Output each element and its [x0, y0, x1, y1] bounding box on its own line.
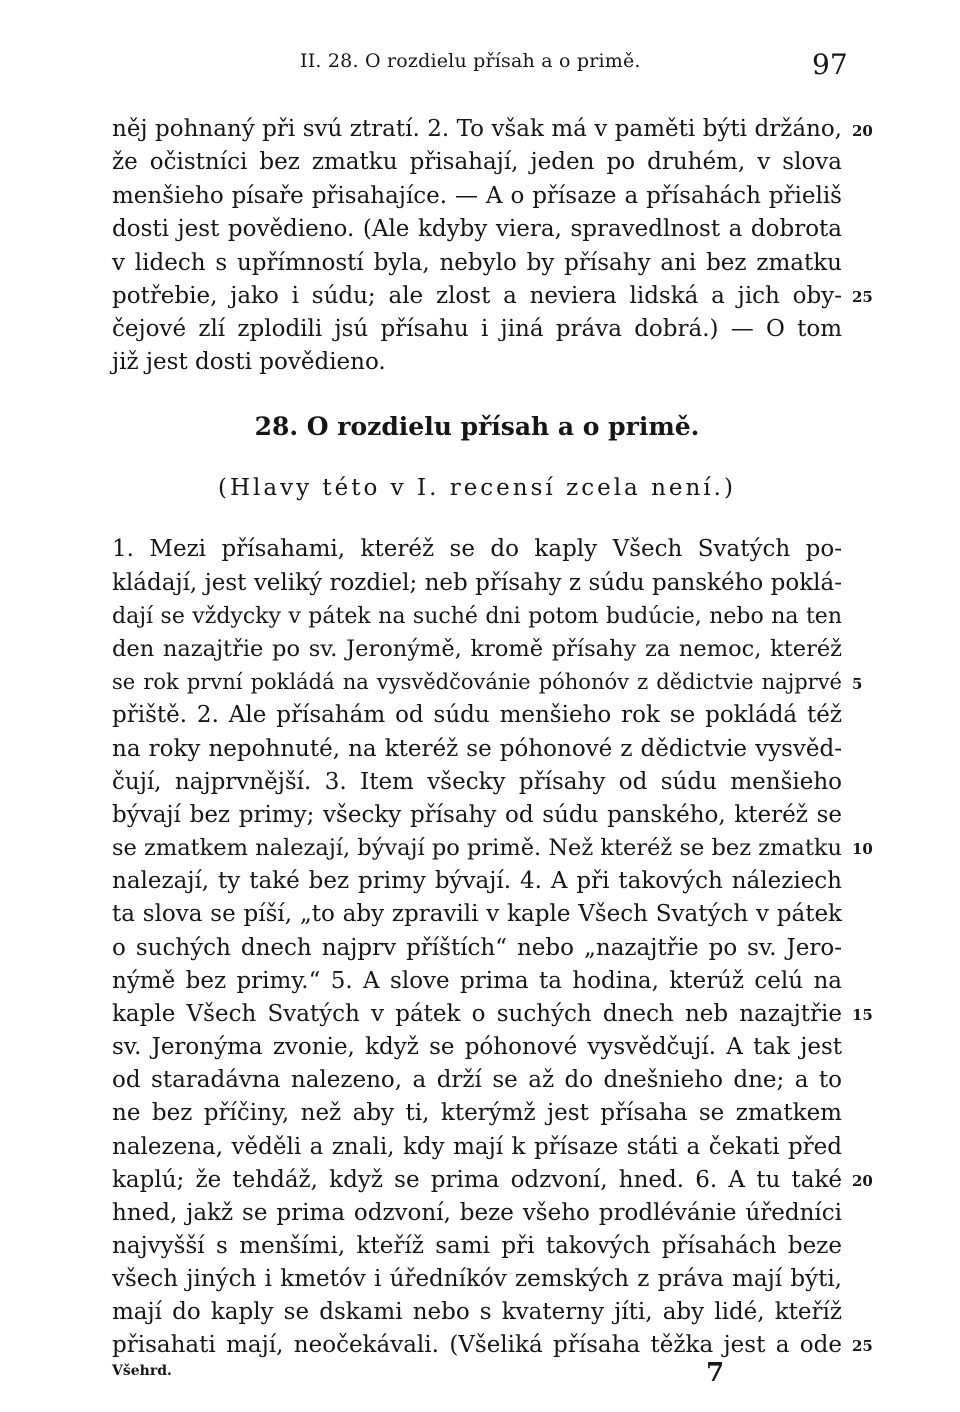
text-line: o suchých dnech najprv příštích“ nebo „nazajtřie po sv. Jero- [112, 935, 842, 961]
text-line: čejové zlí zplodili jsú přísahu i jiná práva dobrá.) — O tom [112, 316, 842, 342]
signature-mark: 7 [706, 1358, 725, 1388]
text-line: se rok první pokládá na vysvědčovánie póhonóv z dědictvie najprvé [112, 670, 842, 694]
text-line: něj pohnaný při svú ztratí. 2. To však má v paměti býti držáno, [112, 116, 842, 142]
text-line: přiště. 2. Ale přísahám od súdu menšieho rok se pokládá též [112, 702, 842, 728]
text-line: najvyšší s menšími, kteříž sami při takových přísahách beze [112, 1233, 842, 1259]
line-number: 20 [852, 122, 873, 140]
text-line: kaplú; že tehdáž, když se prima odzvoní, hned. 6. A tu také [112, 1167, 842, 1193]
line-number: 25 [852, 1337, 873, 1355]
chapter-subheading: (Hlavy této v I. recensí zcela není.) [218, 475, 736, 501]
page-number: 97 [812, 48, 848, 81]
text-line: hned, jakž se prima odzvoní, beze všeho prodlévánie úředníci [112, 1200, 842, 1226]
text-line: se zmatkem nalezají, bývají po primě. Než kteréž se bez zmatku [112, 835, 842, 861]
line-number: 15 [852, 1006, 873, 1024]
text-line: menšieho písaře přisahajíce. — A o přísaze a přísahách přieliš [112, 183, 842, 209]
text-line: 1. Mezi přísahami, kteréž se do kaply Všech Svatých po- [112, 536, 842, 562]
text-line: sv. Jeronýma zvonie, když se póhonové vysvědčují. A tak jest [112, 1034, 842, 1060]
text-line: všech jiných i kmetóv i úředníkóv zemských z práva mají býti, [112, 1266, 842, 1292]
text-line: čují, najprvnější. 3. Item všecky přísahy od súdu menšieho [112, 769, 842, 795]
running-head: II. 28. O rozdielu přísah a o primě. [300, 50, 641, 72]
line-number: 10 [852, 840, 873, 858]
chapter-heading: 28. O rozdielu přísah a o primě. [254, 412, 700, 441]
line-number: 20 [852, 1172, 873, 1190]
text-line: již jest dosti povědieno. [112, 349, 386, 375]
text-line: přisahati mají, neočekávali. (Všeliká přísaha těžka jest a ode [112, 1332, 842, 1358]
text-line: kládají, jest veliký rozdiel; neb přísahy z súdu panského poklá- [112, 570, 842, 596]
text-line: ne bez příčiny, než aby ti, kterýmž jest přísaha se zmatkem [112, 1100, 842, 1126]
text-line: dosti jest povědieno. (Ale kdyby viera, spravedlnost a dobrota [112, 216, 842, 242]
text-line: v lidech s upřímností byla, nebylo by přísahy ani bez zmatku [112, 250, 842, 276]
text-line: kaple Všech Svatých v pátek o suchých dnech neb nazajtřie [112, 1001, 842, 1027]
text-line: den nazajtřie po sv. Jeronýmě, kromě přísahy za nemoc, kteréž [112, 636, 842, 662]
line-number: 25 [852, 288, 873, 306]
footer-author: Všehrd. [112, 1363, 172, 1379]
text-line: potřebie, jako i súdu; ale zlost a neviera lidská a jich oby- [112, 283, 842, 309]
text-line: na roky nepohnuté, na kteréž se póhonové z dědictvie vysvěd- [112, 736, 842, 762]
text-line: ta slova se píší, „to aby zpravili v kaple Všech Svatých v pátek [112, 901, 842, 927]
text-line: nalezena, věděli a znali, kdy mají k přísaze státi a čekati před [112, 1134, 842, 1160]
text-line: mají do kaply se dskami nebo s kvaterny jíti, aby lidé, kteříž [112, 1299, 842, 1325]
text-line: nalezají, ty také bez primy bývají. 4. A při takových náleziech [112, 868, 842, 894]
line-number: 5 [852, 675, 863, 693]
text-line: že očistníci bez zmatku přisahají, jeden po druhém, v slova [112, 149, 842, 175]
text-line: od staradávna nalezeno, a drží se až do dnešnieho dne; a to [112, 1067, 842, 1093]
text-line: bývají bez primy; všecky přísahy od súdu panského, kteréž se [112, 802, 842, 828]
text-line: nýmě bez primy.“ 5. A slove prima ta hodina, kterúž celú na [112, 968, 842, 994]
text-line: dají se vždycky v pátek na suché dni potom budúcie, nebo na ten [112, 604, 842, 629]
